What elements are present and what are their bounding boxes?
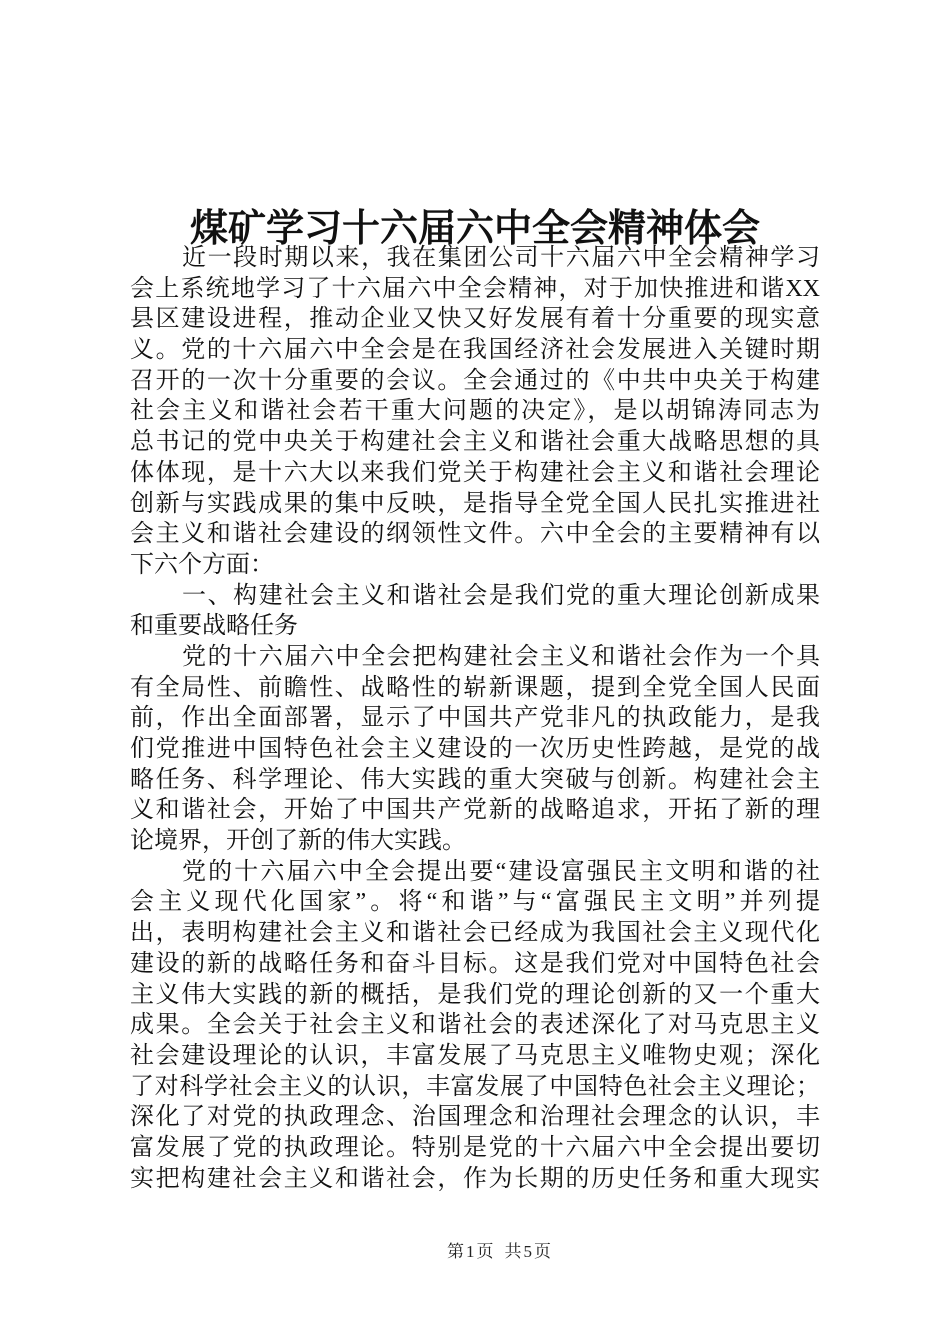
text-line: 主义伟大实践的新的概括，是我们党的理论创新的又一个重大 <box>130 981 820 1008</box>
text-line: 深化了对党的执政理念、治国理念和治理社会理念的认识，丰 <box>130 1104 820 1131</box>
page-footer <box>130 1241 870 1263</box>
text-line: 体体现，是十六大以来我们党关于构建社会主义和谐社会理论 <box>130 459 820 486</box>
text-line: 会主义现代化国家”。将“和谐”与“富强民主文明”并列提 <box>130 889 820 916</box>
text-line: 下六个方面： <box>130 551 274 578</box>
text-line: 义。党的十六届六中全会是在我国经济社会发展进入关键时期 <box>130 337 820 364</box>
text-line: 建设的新的战略任务和奋斗目标。这是我们党对中国特色社会 <box>130 950 820 977</box>
text-line: 社会建设理论的认识，丰富发展了马克思主义唯物史观；深化 <box>130 1042 820 1069</box>
text-line: 成果。全会关于社会主义和谐社会的表述深化了对马克思主义 <box>130 1012 820 1039</box>
text-line: 实把构建社会主义和谐社会，作为长期的历史任务和重大现实 <box>130 1165 820 1192</box>
text-line: 义和谐社会，开始了中国共产党新的战略追求，开拓了新的理 <box>130 797 820 824</box>
text-line: 论境界，开创了新的伟大实践。 <box>130 828 466 855</box>
text-line: 了对科学社会主义的认识，丰富发展了中国特色社会主义理论； <box>130 1073 820 1100</box>
text-line: 富发展了党的执政理论。特别是党的十六届六中全会提出要切 <box>130 1134 820 1161</box>
text-line: 创新与实践成果的集中反映，是指导全党全国人民扎实推进社 <box>130 490 820 517</box>
text-line: 会主义和谐社会建设的纲领性文件。六中全会的主要精神有以 <box>130 521 820 548</box>
text-line: 党的十六届六中全会把构建社会主义和谐社会作为一个具 <box>182 643 820 670</box>
text-line: 略任务、科学理论、伟大实践的重大突破与创新。构建社会主 <box>130 766 820 793</box>
page-number-label: 第1页 <box>447 1242 496 1261</box>
text-line: 一、构建社会主义和谐社会是我们党的重大理论创新成果 <box>182 582 820 609</box>
text-line: 召开的一次十分重要的会议。全会通过的《中共中央关于构建 <box>130 367 820 394</box>
text-line: 近一段时期以来，我在集团公司十六届六中全会精神学习 <box>182 245 820 271</box>
text-line: 县区建设进程，推动企业又快又好发展有着十分重要的现实意 <box>130 306 820 333</box>
document-body <box>130 243 820 1194</box>
text-line: 会上系统地学习了十六届六中全会精神，对于加快推进和谐XX <box>130 275 820 302</box>
text-line: 总书记的党中央关于构建社会主义和谐社会重大战略思想的具 <box>130 429 820 456</box>
document-title: 煤矿学习十六届六中全会精神体会 <box>189 208 760 251</box>
total-pages-label: 共5页 <box>504 1242 553 1261</box>
text-line: 有全局性、前瞻性、战略性的崭新课题，提到全党全国人民面 <box>130 674 820 701</box>
text-line: 出，表明构建社会主义和谐社会已经成为我国社会主义现代化 <box>130 920 820 947</box>
text-line: 和重要战略任务 <box>130 613 298 640</box>
text-line: 社会主义和谐社会若干重大问题的决定》，是以胡锦涛同志为 <box>130 398 820 425</box>
text-line: 前，作出全面部署，显示了中国共产党非凡的执政能力，是我 <box>130 705 820 732</box>
text-line: 们党推进中国特色社会主义建设的一次历史性跨越，是党的战 <box>130 736 820 762</box>
text-line: 党的十六届六中全会提出要“建设富强民主文明和谐的社 <box>182 858 820 885</box>
